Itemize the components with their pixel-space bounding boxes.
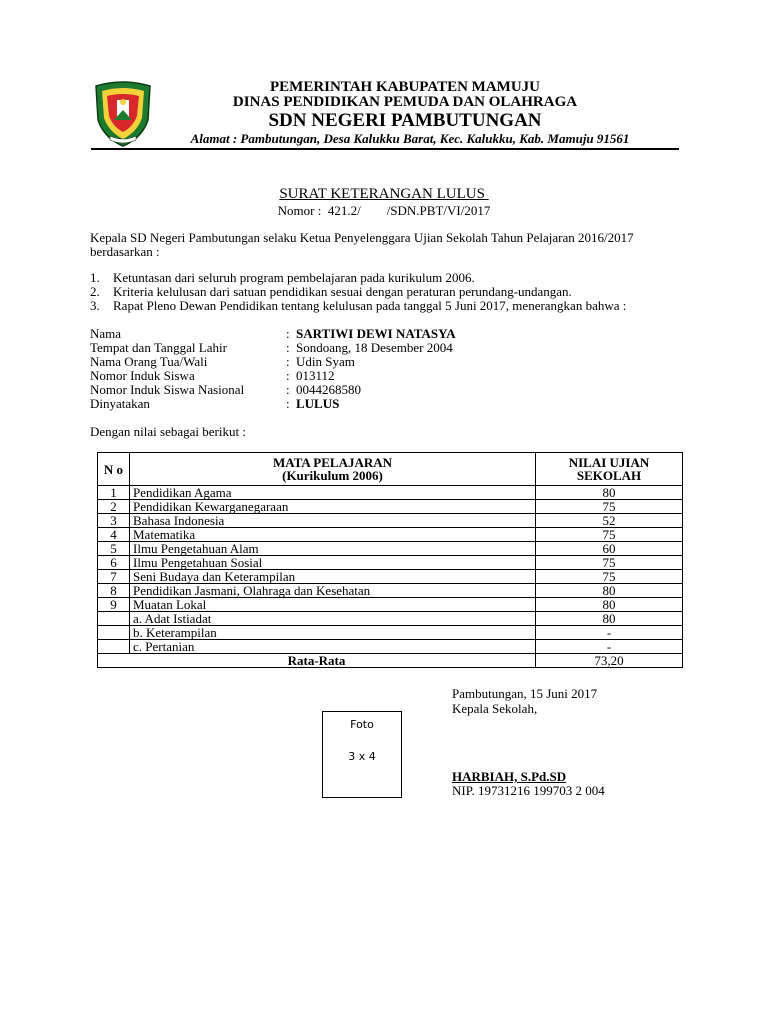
table-header-row (98, 453, 683, 486)
row-number: 3 (98, 514, 130, 528)
list-number: 3. (90, 298, 100, 313)
table-row (98, 528, 683, 542)
table-row (98, 514, 683, 528)
row-score: 75 (536, 528, 683, 542)
field-colon: : (286, 340, 290, 355)
student-parent: Udin Syam (296, 354, 355, 369)
document-number: Nomor : 421.2/ /SDN.PBT/VI/2017 (277, 203, 491, 218)
list-item (90, 299, 626, 313)
header-subject (130, 453, 536, 486)
field-label: Dinyatakan (90, 396, 150, 411)
letterhead-divider (91, 148, 679, 150)
row-subject: Pendidikan Kewarganegaraan (130, 500, 536, 514)
letterhead-address: Alamat : Pambutungan, Desa Kalukku Barat, Kec. Kalukku, Kab. Mamuju 91561 (190, 131, 630, 146)
row-number: 8 (98, 584, 130, 598)
student-nisn: 0044268580 (296, 382, 361, 397)
row-number: 2 (98, 500, 130, 514)
row-score: - (536, 640, 683, 654)
field-colon: : (286, 368, 290, 383)
header-score-line2: SEKOLAH (576, 468, 642, 483)
signature-place-date: Pambutungan, 15 Juni 2017 (452, 686, 598, 701)
list-item (90, 271, 626, 285)
signature-position: Kepala Sekolah, (452, 701, 538, 716)
average-value: 73,20 (536, 654, 683, 668)
row-score: 80 (536, 486, 683, 500)
field-label: Nama Orang Tua/Wali (90, 354, 208, 369)
field-colon: : (286, 326, 290, 341)
row-number: 4 (98, 528, 130, 542)
photo-placeholder (322, 711, 402, 798)
list-text: Kriteria kelulusan dari satuan pendidikan sesuai dengan peraturan perundang-undangan. (113, 284, 572, 299)
table-row (98, 570, 683, 584)
field-label: Nama (90, 326, 122, 341)
signature-name: HARBIAH, S.Pd.SD (452, 769, 567, 784)
student-status: LULUS (296, 396, 340, 411)
table-row (98, 556, 683, 570)
photo-size: 3 x 4 (348, 750, 376, 763)
row-score: 75 (536, 556, 683, 570)
row-subject: a. Adat Istiadat (130, 612, 536, 626)
row-score: 75 (536, 500, 683, 514)
letterhead-agency: DINAS PENDIDIKAN PEMUDA DAN OLAHRAGA (232, 94, 578, 110)
row-number (98, 626, 130, 640)
row-number: 7 (98, 570, 130, 584)
table-row (98, 626, 683, 640)
field-label: Nomor Induk Siswa (90, 368, 195, 383)
header-subject-title: MATA PELAJARAN (272, 455, 393, 470)
list-item (90, 285, 626, 299)
row-score: 80 (536, 598, 683, 612)
table-row (98, 598, 683, 612)
field-colon: : (286, 354, 290, 369)
table-row (98, 584, 683, 598)
document-title: SURAT KETERANGAN LULUS (279, 186, 489, 202)
row-score: 75 (536, 570, 683, 584)
row-number: 5 (98, 542, 130, 556)
field-label: Tempat dan Tanggal Lahir (90, 340, 227, 355)
table-row (98, 612, 683, 626)
intro-line-2: berdasarkan : (90, 244, 160, 259)
basis-list (90, 271, 626, 313)
list-number: 2. (90, 284, 100, 299)
row-subject: Matematika (130, 528, 536, 542)
regency-logo (92, 80, 154, 148)
row-subject: Pendidikan Agama (130, 486, 536, 500)
row-subject: Muatan Lokal (130, 598, 536, 612)
table-row (98, 542, 683, 556)
table-row (98, 486, 683, 500)
row-subject: Ilmu Pengetahuan Sosial (130, 556, 536, 570)
row-score: - (536, 626, 683, 640)
intro-line-1: Kepala SD Negeri Pambutungan selaku Ketua Penyelenggara Ujian Sekolah Tahun Pelajaran 2016/2017 (90, 230, 634, 245)
row-subject: c. Pertanian (130, 640, 536, 654)
table-row (98, 500, 683, 514)
photo-label: Foto (350, 718, 374, 731)
letterhead-government: PEMERINTAH KABUPATEN MAMUJU (270, 79, 540, 95)
letterhead-school: SDN NEGERI PAMBUTUNGAN (268, 110, 542, 131)
row-number: 9 (98, 598, 130, 612)
row-number (98, 640, 130, 654)
header-no: N o (98, 453, 130, 486)
row-score: 80 (536, 612, 683, 626)
student-name: SARTIWI DEWI NATASYA (296, 326, 456, 341)
grades-intro: Dengan nilai sebagai berikut : (90, 424, 246, 439)
row-number: 6 (98, 556, 130, 570)
average-label: Rata-Rata (98, 654, 536, 668)
row-number (98, 612, 130, 626)
list-text: Rapat Pleno Dewan Pendidikan tentang kelulusan pada tanggal 5 Juni 2017, menerangkan bahwa : (113, 298, 627, 313)
row-score: 80 (536, 584, 683, 598)
row-subject: Seni Budaya dan Keterampilan (130, 570, 536, 584)
row-number: 1 (98, 486, 130, 500)
row-subject: Pendidikan Jasmani, Olahraga dan Kesehatan (130, 584, 536, 598)
list-number: 1. (90, 270, 100, 285)
row-score: 60 (536, 542, 683, 556)
signature-nip: NIP. 19731216 199703 2 004 (452, 783, 605, 798)
row-score: 52 (536, 514, 683, 528)
row-subject: Bahasa Indonesia (130, 514, 536, 528)
row-subject: Ilmu Pengetahuan Alam (130, 542, 536, 556)
list-text: Ketuntasan dari seluruh program pembelajaran pada kurikulum 2006. (113, 270, 475, 285)
table-row (98, 640, 683, 654)
header-subject-sub: (Kurikulum 2006) (282, 468, 383, 483)
row-subject: b. Keterampilan (130, 626, 536, 640)
field-colon: : (286, 396, 290, 411)
average-row (98, 654, 683, 668)
field-colon: : (286, 382, 290, 397)
grades-table (97, 452, 683, 668)
header-score (536, 453, 683, 486)
field-label: Nomor Induk Siswa Nasional (90, 382, 245, 397)
student-nis: 013112 (296, 368, 335, 383)
student-birth: Sondoang, 18 Desember 2004 (296, 340, 453, 355)
header-score-line1: NILAI UJIAN (568, 455, 650, 470)
